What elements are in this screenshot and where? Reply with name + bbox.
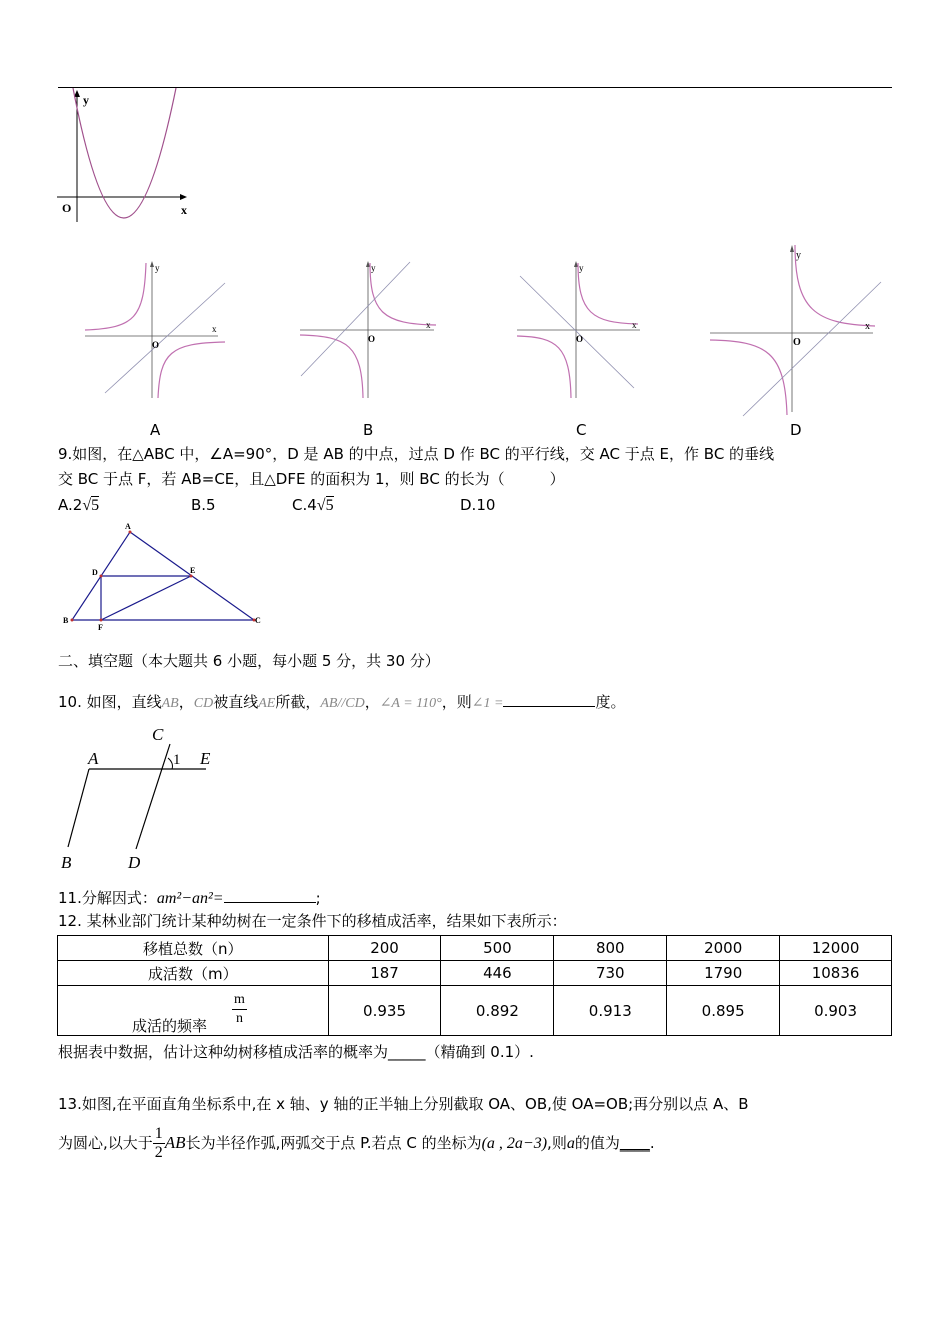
q12-row3-label-cell — [58, 986, 329, 1036]
q10-sep1: ， — [178, 693, 194, 711]
q9-stem-line1: 9.如图，在△ABC 中，∠A=90°，D 是 AB 的中点，过点 D 作 BC 的平行线，交 AC 于点 E，作 BC 的垂线 — [58, 445, 775, 463]
q9-option-c: C.4√5 — [292, 496, 334, 514]
q11-stem — [58, 886, 321, 909]
q13-end: . — [649, 1134, 655, 1152]
option-a-graph — [80, 258, 230, 408]
q12-cell: 800 — [554, 936, 667, 961]
parabola-origin: O — [62, 201, 72, 215]
q12-cell: 2000 — [667, 936, 780, 961]
q12-after-prefix: 根据表中数据，估计这种幼树移植成活率的概率为 — [58, 1043, 389, 1061]
q10-mid3: ，则 — [441, 693, 472, 711]
q10-fig-1: 1 — [173, 752, 181, 768]
option-a-graph-y: y — [155, 263, 160, 273]
q13-answer-blank[interactable]: ____ — [619, 1134, 650, 1152]
q12-answer-blank[interactable]: _____ — [388, 1043, 426, 1061]
q10-ab: AB — [161, 696, 179, 711]
q12-cell: 0.913 — [554, 986, 667, 1036]
q10-ae: AE — [258, 696, 276, 711]
section2-heading: 二、填空题（本大题共 6 小题，每小题 5 分，共 30 分） — [58, 652, 440, 670]
option-b-graph-y: y — [371, 263, 376, 273]
option-d-label: D — [790, 421, 802, 439]
q11-answer-blank[interactable] — [224, 886, 316, 903]
q10-stem — [58, 690, 625, 714]
option-b-label: B — [363, 421, 374, 439]
q12-row-survived — [58, 961, 892, 986]
q12-row-frequency — [58, 986, 892, 1036]
q9-option-a-text: A.2 — [58, 496, 83, 514]
q13-line1: 13.如图,在平面直角坐标系中,在 x 轴、y 轴的正半轴上分别截取 OA、OB,使 OA=OB;再分别以点 A、B — [58, 1095, 749, 1113]
q9-triangle-figure — [58, 520, 268, 635]
q12-after-suffix: （精确到 0.1）. — [425, 1043, 534, 1061]
q10-cd: CD — [193, 696, 214, 711]
q10-mid1: 被直线 — [213, 693, 259, 711]
q10-mid2: 所截， — [275, 693, 321, 711]
q12-stem: 12. 某林业部门统计某种幼树在一定条件下的移植成活率，结果如下表所示： — [58, 912, 567, 930]
q10-angle1: ∠1 = — [471, 696, 504, 711]
q10-figure — [58, 722, 223, 874]
option-a-graph-o: O — [152, 340, 160, 350]
q13-fraction — [153, 1125, 165, 1162]
q9-option-d: D.10 — [460, 496, 496, 514]
q12-table — [57, 935, 892, 1036]
q10-fig-b: B — [61, 853, 72, 872]
q12-cell: 0.895 — [667, 986, 780, 1036]
option-c-graph — [512, 258, 662, 408]
q10-angle-a: ∠A = 110° — [379, 696, 442, 711]
q13-frac-num: 1 — [154, 1125, 163, 1142]
q13-line2 — [58, 1120, 655, 1166]
q10-answer-blank[interactable] — [503, 690, 595, 707]
q11-expr: am²−an²= — [156, 890, 224, 907]
option-b-graph-o: O — [368, 334, 376, 344]
parabola-axis-x: x — [181, 203, 187, 217]
q12-cell: 200 — [328, 936, 441, 961]
q10-parallel: AB//CD — [320, 696, 365, 711]
q9-fig-c: C — [255, 616, 261, 625]
option-d-graph — [705, 240, 885, 420]
q12-row3-label: 成活的频率 — [132, 1016, 208, 1035]
q12-row1-label: 移植总数（n） — [58, 936, 329, 961]
q12-cell: 0.892 — [441, 986, 554, 1036]
option-d-graph-x: x — [865, 321, 870, 332]
q13-line2-mid: 长为半径作弧,两弧交于点 P.若点 C 的坐标为 — [185, 1134, 482, 1152]
option-b-graph — [298, 258, 448, 408]
option-c-graph-x: x — [632, 320, 637, 330]
q12-cell: 446 — [441, 961, 554, 986]
q9-fig-a: A — [125, 522, 131, 531]
q9-option-b: B.5 — [191, 496, 216, 514]
q12-row-total — [58, 936, 892, 961]
q13-ab: AB — [164, 1133, 186, 1152]
q9-fig-f: F — [98, 623, 103, 632]
q9-option-c-text: C.4 — [292, 496, 317, 514]
q10-prefix: 10. 如图，直线 — [58, 693, 162, 711]
q10-fig-a: A — [88, 749, 99, 768]
q9-fig-d: D — [92, 568, 98, 577]
q10-sep2: ， — [364, 693, 380, 711]
q12-cell: 500 — [441, 936, 554, 961]
option-b-graph-x: x — [426, 320, 431, 330]
q12-frac-n: n — [235, 1010, 243, 1026]
q10-fig-d: D — [128, 853, 141, 872]
q13-frac-den: 2 — [154, 1144, 163, 1161]
parabola-figure — [55, 88, 205, 223]
q12-cell: 187 — [328, 961, 441, 986]
q12-cell: 0.935 — [328, 986, 441, 1036]
q12-after — [58, 1042, 534, 1062]
option-d-graph-o: O — [793, 337, 801, 348]
q12-cell: 0.903 — [780, 986, 892, 1036]
q9-option-a: A.2√5 — [58, 496, 100, 514]
q9-option-a-radicand: 5 — [91, 497, 100, 514]
option-a-label: A — [150, 421, 161, 439]
q13-line2-prefix: 为圆心,以大于 — [58, 1134, 153, 1152]
q11-prefix: 11.分解因式： — [58, 889, 157, 907]
q12-cell: 1790 — [667, 961, 780, 986]
option-a-graph-x: x — [212, 324, 217, 334]
parabola-axis-y: y — [83, 93, 89, 107]
q12-row3-fraction — [232, 991, 247, 1028]
q13-line2-mid2: ,则 — [547, 1134, 567, 1152]
option-c-graph-o: O — [576, 334, 584, 344]
q9-fig-e: E — [190, 566, 196, 575]
q13-var-a: a — [566, 1135, 575, 1152]
option-d-graph-y: y — [796, 250, 801, 261]
q9-option-c-radicand: 5 — [325, 497, 334, 514]
q12-row2-label: 成活数（m） — [58, 961, 329, 986]
q9-fig-b: B — [63, 616, 69, 625]
q10-suffix: 度。 — [595, 693, 626, 711]
q12-cell: 730 — [554, 961, 667, 986]
q12-cell: 10836 — [780, 961, 892, 986]
q13-line2-suffix: 的值为 — [574, 1134, 620, 1152]
q10-fig-e: E — [200, 749, 211, 768]
q12-frac-m: m — [232, 991, 247, 1010]
q13-coord: (a , 2a−3) — [481, 1135, 548, 1152]
q10-fig-c: C — [152, 725, 164, 744]
option-c-label: C — [576, 421, 587, 439]
q9-stem-line2: 交 BC 于点 F，若 AB=CE，且△DFE 的面积为 1，则 BC 的长为（ ） — [58, 470, 565, 488]
q11-suffix: ; — [315, 889, 321, 907]
q12-cell: 12000 — [780, 936, 892, 961]
option-c-graph-y: y — [579, 263, 584, 273]
